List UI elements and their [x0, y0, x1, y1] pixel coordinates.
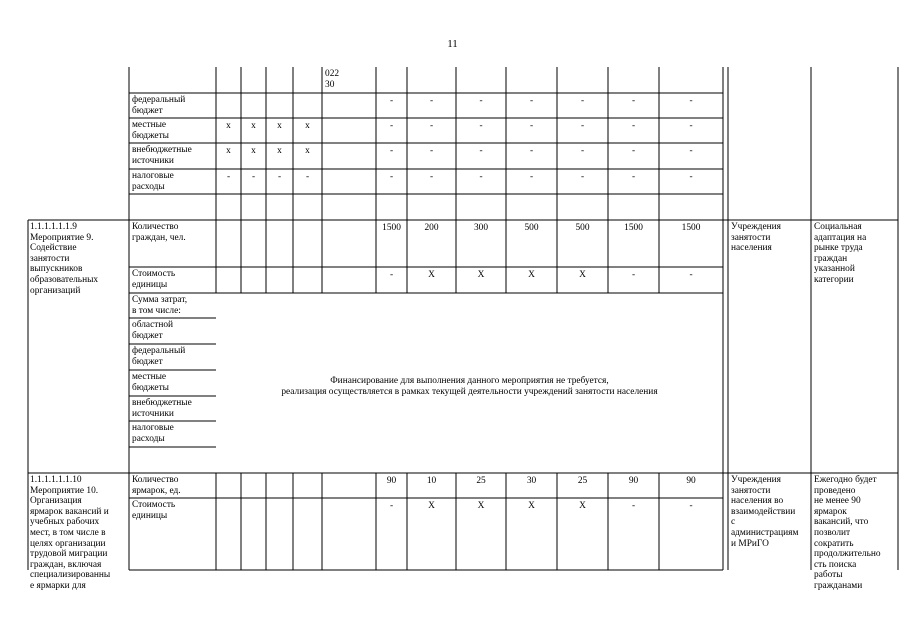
- m9-fin-label: Сумма затрат, в том числе:: [132, 295, 188, 316]
- m10-cost-value: -: [689, 501, 693, 511]
- m9-executor: Учреждения занятости населения: [731, 222, 781, 254]
- measures-table: [28, 67, 898, 591]
- block1-small-cell: -: [251, 172, 256, 182]
- block1-year-cell: -: [529, 146, 534, 156]
- m10-count-value: 10: [426, 476, 437, 486]
- m9-fin-label: федеральный бюджет: [132, 346, 186, 367]
- m9-cost-value: -: [631, 270, 636, 280]
- block1-year-cell: -: [580, 121, 585, 131]
- block1-year-cell: -: [580, 96, 585, 106]
- m10-count-value: 25: [577, 476, 588, 486]
- m9-cost-label: Стоимость единицы: [132, 269, 176, 290]
- block1-year-cell: -: [389, 172, 394, 182]
- m9-count-value: 500: [524, 223, 539, 233]
- m10-count-value: 90: [628, 476, 639, 486]
- block1-small-cell: -: [226, 172, 231, 182]
- m9-financing-note: Финансирование для выполнения данного мероприятия не требуется, реализация осуществляется в рамках текущей деятельности учреждений занятости населения: [281, 376, 658, 397]
- m9-fin-label: налоговые расходы: [132, 423, 174, 444]
- m9-count-value: 500: [575, 223, 590, 233]
- block1-row-label: налоговые расходы: [132, 171, 174, 192]
- block1-year-cell: -: [429, 96, 434, 106]
- block1-year-cell: -: [389, 146, 394, 156]
- page-number: 11: [447, 38, 458, 50]
- block1-year-cell: -: [429, 146, 434, 156]
- block1-year-cell: -: [631, 121, 636, 131]
- m9-count-value: 1500: [624, 223, 643, 233]
- m10-cost-value: Х: [579, 501, 586, 511]
- m10-name: 1.1.1.1.1.1.10 Мероприятие 10. Организация ярмарок вакансий и учебных рабочих мест, в том числе в целях организации трудовой миграции граждан, включая специализированны е ярмарки для: [30, 475, 111, 591]
- block1-year-cell: -: [429, 172, 434, 182]
- block1-year-cell: -: [689, 96, 693, 106]
- m10-result: Ежегодно будет проведено не менее 90 ярмарок вакансий, что позволит сократить продолжительно сть поиска работы гражданами: [814, 475, 881, 591]
- m10-count-value: 90: [686, 476, 696, 486]
- m9-cost-value: Х: [477, 270, 485, 280]
- block1-year-cell: -: [389, 121, 394, 131]
- m9-count-label: Количество граждан, чел.: [132, 222, 186, 243]
- block1-year-cell: -: [389, 96, 394, 106]
- m10-cost-value: -: [389, 501, 394, 511]
- block1-small-cell: -: [277, 172, 282, 182]
- m10-cost-value: Х: [428, 501, 435, 511]
- block1-year-cell: -: [479, 172, 483, 182]
- block1-year-cell: -: [529, 121, 534, 131]
- block1-year-cell: -: [689, 146, 693, 156]
- m9-cost-value: Х: [579, 270, 586, 280]
- block1-small-cell: х: [277, 121, 282, 131]
- block1-small-cell: х: [226, 146, 231, 156]
- block1-year-cell: -: [689, 121, 693, 131]
- top-cell-code: 022 30: [325, 69, 340, 90]
- m10-cost-value: -: [631, 501, 636, 511]
- m9-fin-label: местные бюджеты: [132, 372, 169, 393]
- block1-small-cell: х: [251, 121, 256, 131]
- m9-cost-value: -: [389, 270, 394, 280]
- m9-result: Социальная адаптация на рынке труда граждан указанной категории: [814, 222, 867, 285]
- block1-small-cell: х: [305, 146, 310, 156]
- block1-year-cell: -: [631, 96, 636, 106]
- m10-cost-label: Стоимость единицы: [132, 500, 176, 521]
- block1-year-cell: -: [529, 172, 534, 182]
- block1-year-cell: -: [580, 146, 585, 156]
- m9-count-value: 1500: [681, 223, 701, 233]
- m10-count-label: Количество ярмарок, ед.: [132, 475, 181, 496]
- m9-name: 1.1.1.1.1.1.9 Мероприятие 9. Содействие занятости выпускников образовательных организаций: [30, 222, 99, 296]
- block1-year-cell: -: [631, 172, 636, 182]
- block1-year-cell: -: [479, 96, 483, 106]
- m9-cost-value: -: [689, 270, 693, 280]
- m10-cost-value: Х: [528, 501, 535, 511]
- block1-year-cell: -: [631, 146, 636, 156]
- m10-count-value: 25: [476, 476, 486, 486]
- m10-count-value: 90: [386, 476, 397, 486]
- block1-year-cell: -: [529, 96, 534, 106]
- block1-small-cell: х: [305, 121, 310, 131]
- block1-row-label: местные бюджеты: [132, 120, 169, 141]
- m9-count-value: 300: [473, 223, 489, 233]
- block1-year-cell: -: [689, 172, 693, 182]
- block1-year-cell: -: [580, 172, 585, 182]
- block1-year-cell: -: [479, 121, 483, 131]
- block1-year-cell: -: [479, 146, 483, 156]
- m9-fin-label: внебюджетные источники: [132, 398, 192, 419]
- m9-cost-value: Х: [528, 270, 535, 280]
- block1-small-cell: х: [226, 121, 231, 131]
- m9-cost-value: Х: [428, 270, 435, 280]
- block1-row-label: федеральный бюджет: [132, 95, 186, 116]
- block1-small-cell: х: [251, 146, 256, 156]
- m9-count-value: 200: [424, 223, 439, 233]
- m10-executor: Учреждения занятости населения во взаимодействии с администрациям и МРиГО: [731, 475, 799, 549]
- m10-count-value: 30: [526, 476, 537, 486]
- block1-small-cell: х: [277, 146, 282, 156]
- m10-cost-value: Х: [477, 501, 485, 511]
- block1-small-cell: -: [305, 172, 310, 182]
- block1-year-cell: -: [429, 121, 434, 131]
- m9-fin-label: областной бюджет: [132, 320, 174, 341]
- m9-count-value: 1500: [382, 223, 401, 233]
- block1-row-label: внебюджетные источники: [132, 145, 192, 166]
